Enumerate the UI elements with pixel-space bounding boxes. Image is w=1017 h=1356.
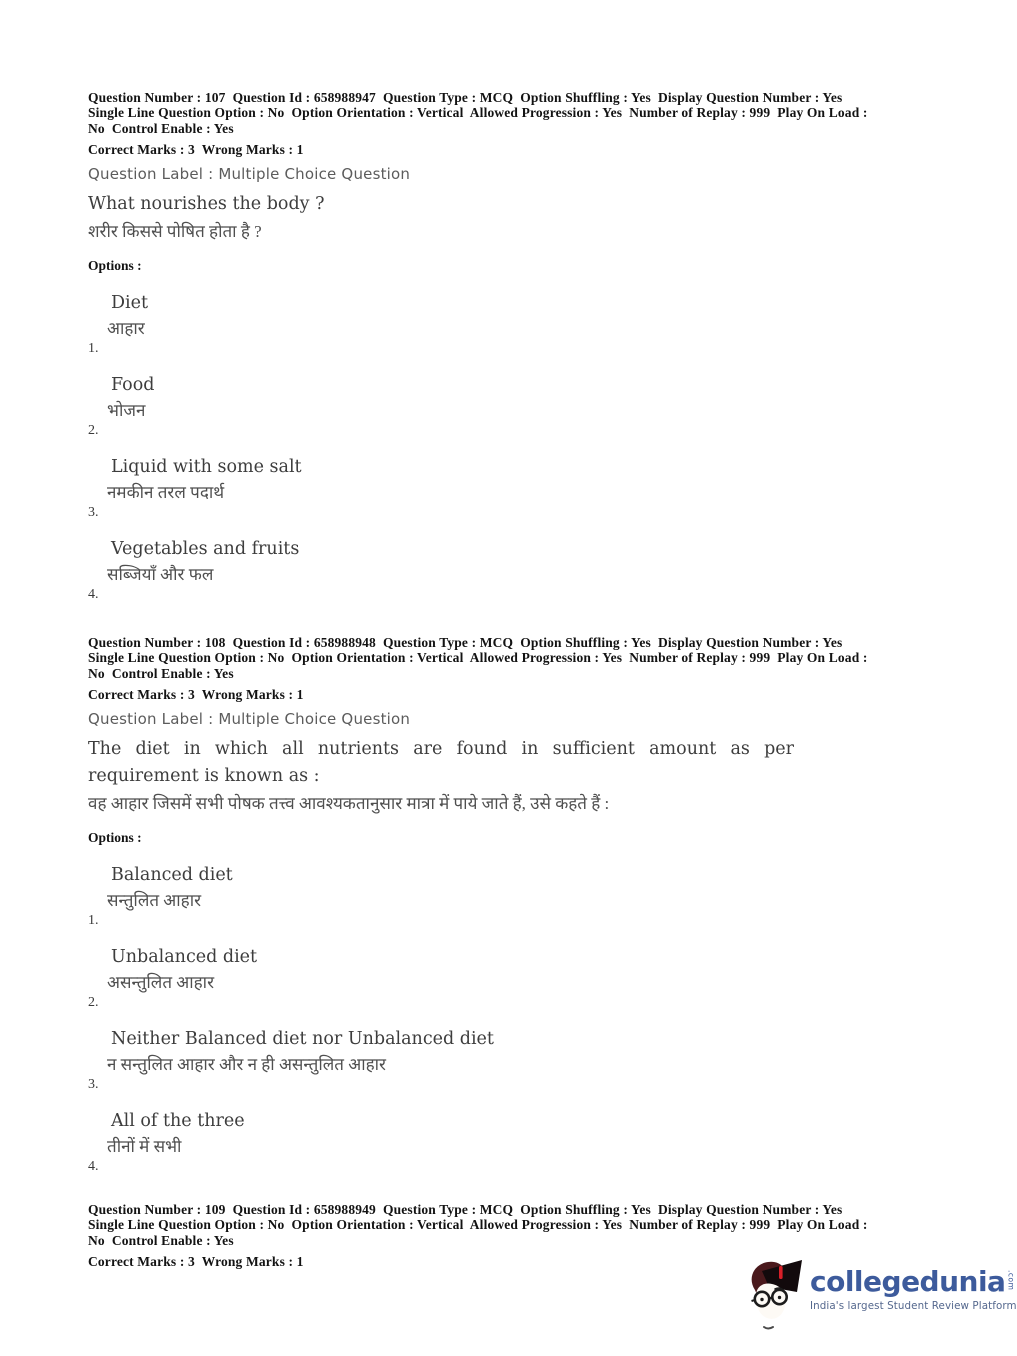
collegedunia-brand-name: collegedunia: [810, 1265, 1006, 1298]
question-meta-line: Single Line Question Option : No Option Orientation : Vertical Allowed Progression : Yes Number of Replay : 999 Play On Load :: [88, 1217, 868, 1233]
question-meta-line: Question Number : 109 Question Id : 658988949 Question Type : MCQ Option Shuffling : Yes Display Question Number : Yes: [88, 1202, 843, 1217]
collegedunia-logo: [742, 1256, 1017, 1334]
option-text-english: Vegetables and fruits: [111, 538, 300, 559]
options-label: Options :: [88, 829, 142, 845]
option-1: [88, 290, 948, 356]
option-text-hindi: आहार: [107, 318, 145, 338]
question-meta-line: Question Number : 108 Question Id : 658988948 Question Type : MCQ Option Shuffling : Yes Display Question Number : Yes: [88, 635, 843, 650]
option-number: 2.: [88, 994, 99, 1010]
question-label: Question Label : Multiple Choice Question: [88, 709, 411, 728]
option-number: 1.: [88, 340, 99, 356]
question-text-hindi: शरीर किससे पोषित होता है ?: [88, 221, 262, 241]
options-label: Options :: [88, 257, 142, 273]
option-4: [88, 536, 948, 602]
option-number: 2.: [88, 422, 99, 438]
option-text-hindi: असन्तुलित आहार: [107, 972, 215, 992]
collegedunia-logo-text: [810, 1265, 1017, 1312]
option-1: [88, 862, 948, 928]
option-text-hindi: तीनों में सभी: [107, 1136, 182, 1156]
question-meta-line: Single Line Question Option : No Option Orientation : Vertical Allowed Progression : Yes Number of Replay : 999 Play On Load :: [88, 105, 868, 121]
option-text-english: Food: [111, 374, 155, 395]
question-text-hindi: वह आहार जिसमें सभी पोषक तत्त्व आवश्यकतानुसार मात्रा में पाये जाते हैं, उसे कहते हैं :: [88, 793, 610, 813]
collegedunia-tagline: India's largest Student Review Platform: [810, 1300, 1017, 1312]
option-number: 3.: [88, 1076, 99, 1092]
option-text-hindi: न सन्तुलित आहार और न ही असन्तुलित आहार: [107, 1054, 386, 1074]
collegedunia-mascot-icon: [742, 1256, 808, 1332]
question-block-108: [88, 635, 948, 1174]
option-text-english: All of the three: [111, 1110, 245, 1131]
marks-line: Correct Marks : 3 Wrong Marks : 1: [88, 686, 304, 702]
question-text-english: What nourishes the body ?: [88, 193, 325, 214]
option-text-english: Diet: [111, 292, 149, 313]
option-text-english: Neither Balanced diet nor Unbalanced diet: [111, 1028, 494, 1049]
option-text-hindi: सब्जियाँ और फल: [107, 564, 214, 584]
question-meta-line: Question Number : 107 Question Id : 658988947 Question Type : MCQ Option Shuffling : Yes Display Question Number : Yes: [88, 90, 843, 105]
question-block-107: [88, 90, 948, 602]
collegedunia-brand-tld: .com: [1006, 1270, 1016, 1291]
option-3: [88, 454, 948, 520]
option-text-hindi: नमकीन तरल पदार्थ: [107, 482, 225, 502]
marks-line: Correct Marks : 3 Wrong Marks : 1: [88, 1253, 304, 1269]
marks-line: Correct Marks : 3 Wrong Marks : 1: [88, 141, 304, 157]
option-number: 4.: [88, 586, 99, 602]
option-text-english: Balanced diet: [111, 864, 233, 885]
question-meta-line: No Control Enable : Yes: [88, 665, 234, 681]
option-number: 1.: [88, 912, 99, 928]
option-text-english: Liquid with some salt: [111, 456, 302, 477]
option-text-hindi: भोजन: [107, 400, 146, 420]
question-meta-line: No Control Enable : Yes: [88, 1232, 234, 1248]
option-number: 3.: [88, 504, 99, 520]
question-meta-line: No Control Enable : Yes: [88, 120, 234, 136]
option-3: [88, 1026, 948, 1092]
question-meta-line: Single Line Question Option : No Option Orientation : Vertical Allowed Progression : Yes Number of Replay : 999 Play On Load :: [88, 650, 868, 666]
option-number: 4.: [88, 1158, 99, 1174]
option-2: [88, 372, 948, 438]
option-2: [88, 944, 948, 1010]
option-4: [88, 1108, 948, 1174]
question-label: Question Label : Multiple Choice Question: [88, 164, 411, 183]
option-text-english: Unbalanced diet: [111, 946, 258, 967]
question-text-english: The diet in which all nutrients are found in sufficient amount as per requirement is known as :: [88, 738, 794, 786]
option-text-hindi: सन्तुलित आहार: [107, 890, 202, 910]
